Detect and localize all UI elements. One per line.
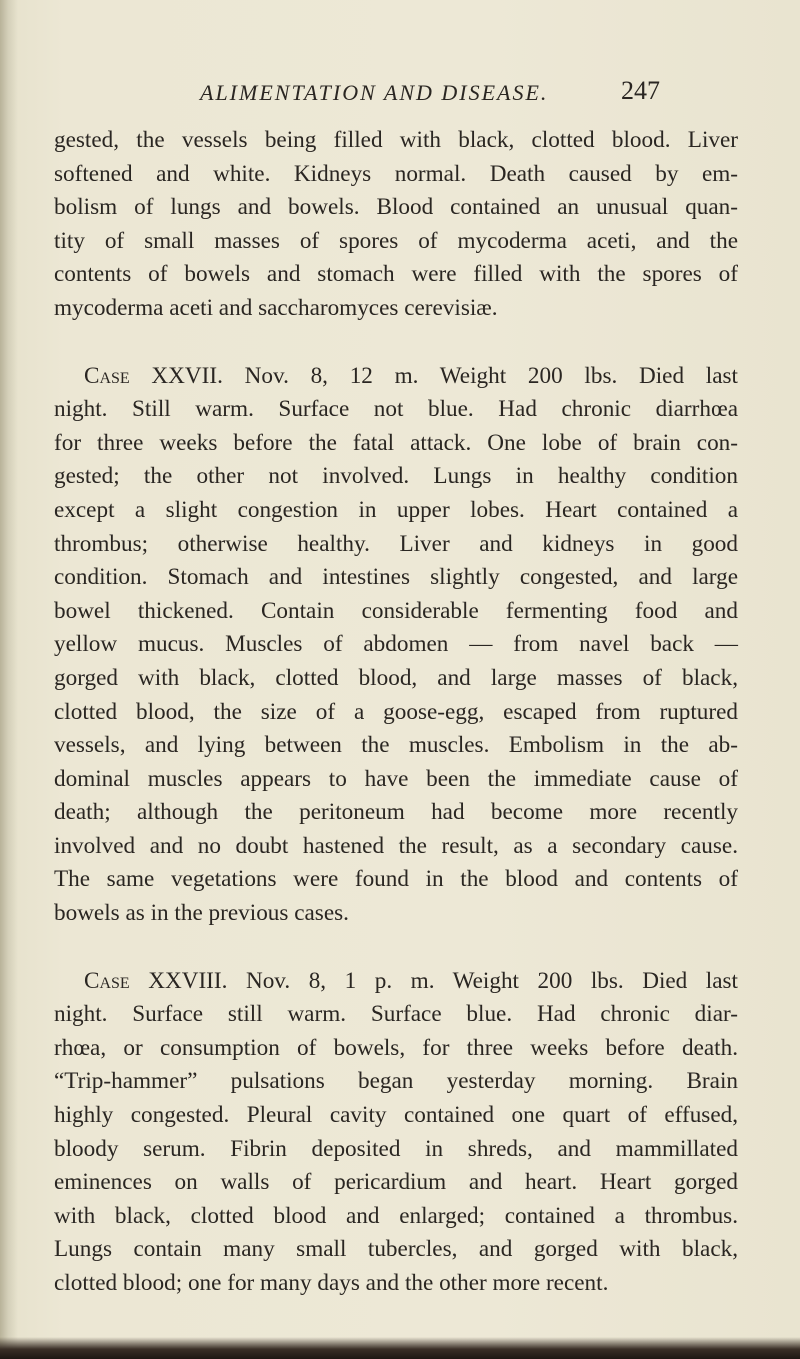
text-line: vessels, and lying between the muscles. Embolism in the ab- bbox=[54, 732, 738, 759]
body-text bbox=[54, 124, 738, 1301]
paragraph-case-xxvii bbox=[54, 360, 738, 931]
text-line: highly congested. Pleural cavity contained one quart of effused, bbox=[54, 1102, 738, 1129]
text-line: The same vegetations were found in the blood and contents of bbox=[54, 866, 738, 893]
text-line: Lungs contain many small tubercles, and gorged with black, bbox=[54, 1236, 738, 1263]
text-line: “Trip-hammer” pulsations began yesterday morning. Brain bbox=[54, 1068, 738, 1095]
text-line: bloody serum. Fibrin deposited in shreds, and mammillated bbox=[54, 1135, 738, 1162]
binding-shadow bbox=[0, 0, 18, 1359]
text-line bbox=[54, 965, 738, 999]
text-line: bowels as in the previous cases. bbox=[54, 900, 349, 927]
text-line: bowel thickened. Contain considerable fermenting food and bbox=[54, 597, 738, 624]
text-line: mycoderma aceti and saccharomyces cerevisiæ. bbox=[54, 294, 498, 321]
text-line: condition. Stomach and intestines slightly congested, and large bbox=[54, 564, 738, 591]
text-line: contents of bowels and stomach were filled with the spores of bbox=[54, 261, 738, 288]
text-line: bolism of lungs and bowels. Blood contained an unusual quan- bbox=[54, 194, 738, 221]
paragraph-continuation bbox=[54, 124, 738, 326]
text-line: night. Surface still warm. Surface blue. Had chronic diar- bbox=[54, 1001, 738, 1028]
text-line: tity of small masses of spores of mycoderma aceti, and the bbox=[54, 227, 738, 254]
text-line: thrombus; otherwise healthy. Liver and kidneys in good bbox=[54, 530, 738, 557]
text-line: death; although the peritoneum had become more recently bbox=[54, 799, 738, 826]
case-line-text: Nov. 8, 12 m. Weight 200 lbs. Died last bbox=[244, 362, 738, 389]
page-number: 247 bbox=[621, 76, 660, 105]
text-line: clotted blood; one for many days and the other more recent. bbox=[54, 1270, 609, 1296]
text-line: gested; the other not involved. Lungs in healthy condition bbox=[54, 463, 738, 490]
case-label: Case XXVIII. bbox=[84, 967, 228, 994]
text-line: except a slight congestion in upper lobes. Heart contained a bbox=[54, 496, 738, 523]
text-line: gorged with black, clotted blood, and large masses of black, bbox=[54, 664, 738, 691]
running-title: ALIMENTATION AND DISEASE. bbox=[200, 80, 549, 105]
text-line: involved and no doubt hastened the result, as a secondary cause. bbox=[54, 832, 738, 859]
paragraph-case-xxviii bbox=[54, 965, 738, 1301]
text-line: clotted blood, the size of a goose-egg, escaped from ruptured bbox=[54, 698, 738, 725]
case-line-text: Nov. 8, 1 p. m. Weight 200 lbs. Died last bbox=[245, 967, 738, 994]
text-line bbox=[54, 360, 738, 394]
text-line: eminences on walls of pericardium and heart. Heart gorged bbox=[54, 1169, 738, 1196]
text-line: yellow mucus. Muscles of abdomen — from navel back — bbox=[54, 631, 738, 658]
text-line: with black, clotted blood and enlarged; contained a thrombus. bbox=[54, 1202, 738, 1229]
page-bottom-edge bbox=[0, 1337, 800, 1359]
text-line: gested, the vessels being filled with black, clotted blood. Liver bbox=[54, 127, 738, 153]
text-line: rhœa, or consumption of bowels, for three weeks before death. bbox=[54, 1034, 738, 1061]
text-line: for three weeks before the fatal attack. One lobe of brain con- bbox=[54, 429, 738, 456]
case-label: Case XXVII. bbox=[84, 362, 223, 389]
text-line: night. Still warm. Surface not blue. Had chronic diarrhœa bbox=[54, 396, 738, 423]
text-line: dominal muscles appears to have been the immediate cause of bbox=[54, 765, 738, 792]
text-line: softened and white. Kidneys normal. Death caused by em- bbox=[54, 160, 738, 187]
